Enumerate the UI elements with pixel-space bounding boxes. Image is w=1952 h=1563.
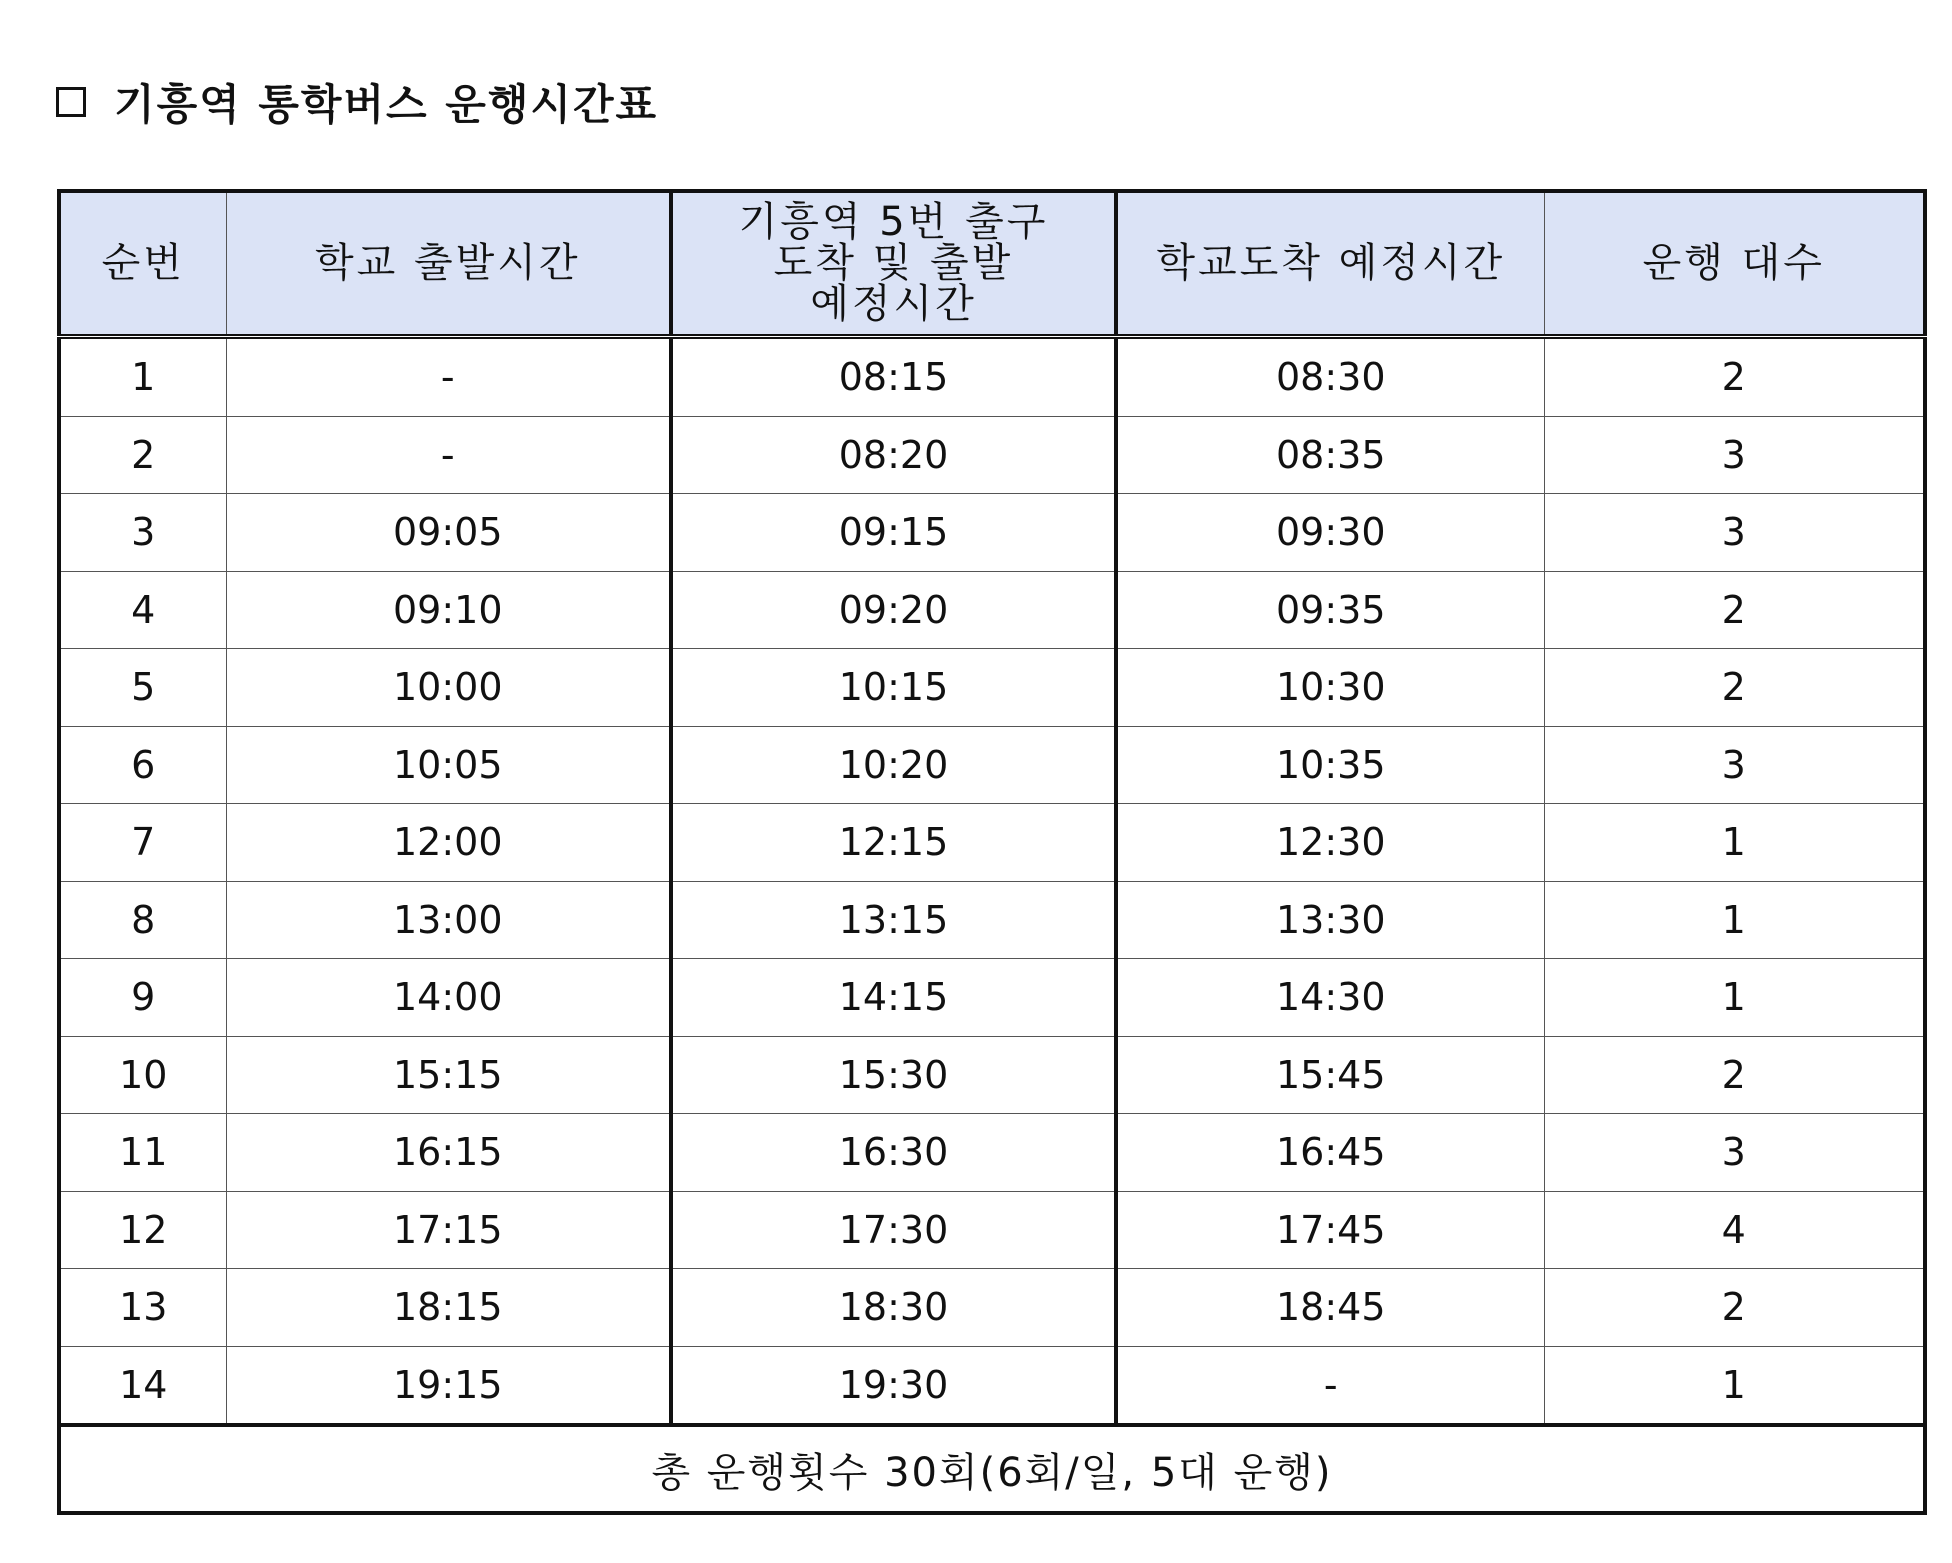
- cell-school-arrival: 16:45: [1116, 1114, 1544, 1192]
- cell-station-time: 18:30: [671, 1269, 1116, 1347]
- cell-bus-count: 3: [1544, 494, 1925, 572]
- table-row: [59, 1346, 1925, 1425]
- cell-seq: 8: [59, 881, 226, 959]
- header-seq: 순번: [59, 191, 226, 337]
- cell-school-arrival: 12:30: [1116, 804, 1544, 882]
- table-row: [59, 571, 1925, 649]
- table-footer-row: [59, 1425, 1925, 1513]
- cell-station-time: 13:15: [671, 881, 1116, 959]
- table-row: [59, 649, 1925, 727]
- cell-bus-count: 2: [1544, 1269, 1925, 1347]
- cell-school-arrival: 10:35: [1116, 726, 1544, 804]
- cell-school-departure: 17:15: [226, 1191, 671, 1269]
- cell-school-departure: 18:15: [226, 1269, 671, 1347]
- cell-bus-count: 2: [1544, 571, 1925, 649]
- header-school-departure: 학교 출발시간: [226, 191, 671, 337]
- cell-school-departure: 10:05: [226, 726, 671, 804]
- cell-seq: 11: [59, 1114, 226, 1192]
- cell-seq: 9: [59, 959, 226, 1037]
- cell-station-time: 17:30: [671, 1191, 1116, 1269]
- cell-seq: 10: [59, 1036, 226, 1114]
- cell-bus-count: 3: [1544, 1114, 1925, 1192]
- cell-school-arrival: 10:30: [1116, 649, 1544, 727]
- cell-school-departure: -: [226, 337, 671, 417]
- cell-seq: 4: [59, 571, 226, 649]
- cell-bus-count: 4: [1544, 1191, 1925, 1269]
- cell-seq: 12: [59, 1191, 226, 1269]
- cell-school-departure: 13:00: [226, 881, 671, 959]
- table-row: [59, 1191, 1925, 1269]
- table-row: [59, 1114, 1925, 1192]
- cell-station-time: 09:15: [671, 494, 1116, 572]
- cell-station-time: 10:15: [671, 649, 1116, 727]
- cell-school-departure: 09:05: [226, 494, 671, 572]
- cell-bus-count: 1: [1544, 804, 1925, 882]
- cell-station-time: 10:20: [671, 726, 1116, 804]
- cell-school-departure: 14:00: [226, 959, 671, 1037]
- table-row: [59, 494, 1925, 572]
- cell-school-departure: 09:10: [226, 571, 671, 649]
- cell-station-time: 16:30: [671, 1114, 1116, 1192]
- table-row: [59, 804, 1925, 882]
- table-row: [59, 726, 1925, 804]
- cell-station-time: 08:15: [671, 337, 1116, 417]
- cell-seq: 2: [59, 416, 226, 494]
- cell-station-time: 09:20: [671, 571, 1116, 649]
- cell-bus-count: 3: [1544, 726, 1925, 804]
- cell-seq: 3: [59, 494, 226, 572]
- cell-bus-count: 1: [1544, 959, 1925, 1037]
- header-school-arrival: 학교도착 예정시간: [1116, 191, 1544, 337]
- document-title-text: 기흥역 통학버스 운행시간표: [114, 80, 659, 129]
- table-row: [59, 337, 1925, 417]
- cell-school-departure: 10:00: [226, 649, 671, 727]
- bus-timetable: [57, 189, 1927, 1515]
- cell-school-arrival: 18:45: [1116, 1269, 1544, 1347]
- cell-seq: 14: [59, 1346, 226, 1425]
- cell-school-arrival: -: [1116, 1346, 1544, 1425]
- cell-seq: 13: [59, 1269, 226, 1347]
- table-row: [59, 881, 1925, 959]
- header-bus-count: 운행 대수: [1544, 191, 1925, 337]
- cell-station-time: 12:15: [671, 804, 1116, 882]
- cell-school-arrival: 09:30: [1116, 494, 1544, 572]
- cell-school-arrival: 14:30: [1116, 959, 1544, 1037]
- cell-school-arrival: 17:45: [1116, 1191, 1544, 1269]
- cell-bus-count: 2: [1544, 649, 1925, 727]
- cell-bus-count: 2: [1544, 1036, 1925, 1114]
- cell-school-departure: 16:15: [226, 1114, 671, 1192]
- table-row: [59, 1269, 1925, 1347]
- cell-seq: 5: [59, 649, 226, 727]
- document-title: [56, 72, 658, 132]
- total-trips-summary: 총 운행횟수 30회(6회/일, 5대 운행): [59, 1425, 1925, 1513]
- cell-school-departure: -: [226, 416, 671, 494]
- table-header-row: [59, 191, 1925, 337]
- table-row: [59, 416, 1925, 494]
- cell-school-departure: 15:15: [226, 1036, 671, 1114]
- cell-bus-count: 1: [1544, 881, 1925, 959]
- cell-seq: 1: [59, 337, 226, 417]
- header-station-exit5: 기흥역 5번 출구 도착 및 출발 예정시간: [671, 191, 1116, 337]
- cell-bus-count: 1: [1544, 1346, 1925, 1425]
- cell-bus-count: 2: [1544, 337, 1925, 417]
- cell-bus-count: 3: [1544, 416, 1925, 494]
- cell-seq: 7: [59, 804, 226, 882]
- cell-station-time: 14:15: [671, 959, 1116, 1037]
- cell-school-departure: 12:00: [226, 804, 671, 882]
- checkbox-square-icon: [56, 87, 86, 117]
- cell-seq: 6: [59, 726, 226, 804]
- cell-school-departure: 19:15: [226, 1346, 671, 1425]
- cell-station-time: 08:20: [671, 416, 1116, 494]
- table-row: [59, 1036, 1925, 1114]
- cell-school-arrival: 13:30: [1116, 881, 1544, 959]
- cell-station-time: 15:30: [671, 1036, 1116, 1114]
- table-row: [59, 959, 1925, 1037]
- cell-school-arrival: 09:35: [1116, 571, 1544, 649]
- cell-station-time: 19:30: [671, 1346, 1116, 1425]
- cell-school-arrival: 08:30: [1116, 337, 1544, 417]
- cell-school-arrival: 08:35: [1116, 416, 1544, 494]
- cell-school-arrival: 15:45: [1116, 1036, 1544, 1114]
